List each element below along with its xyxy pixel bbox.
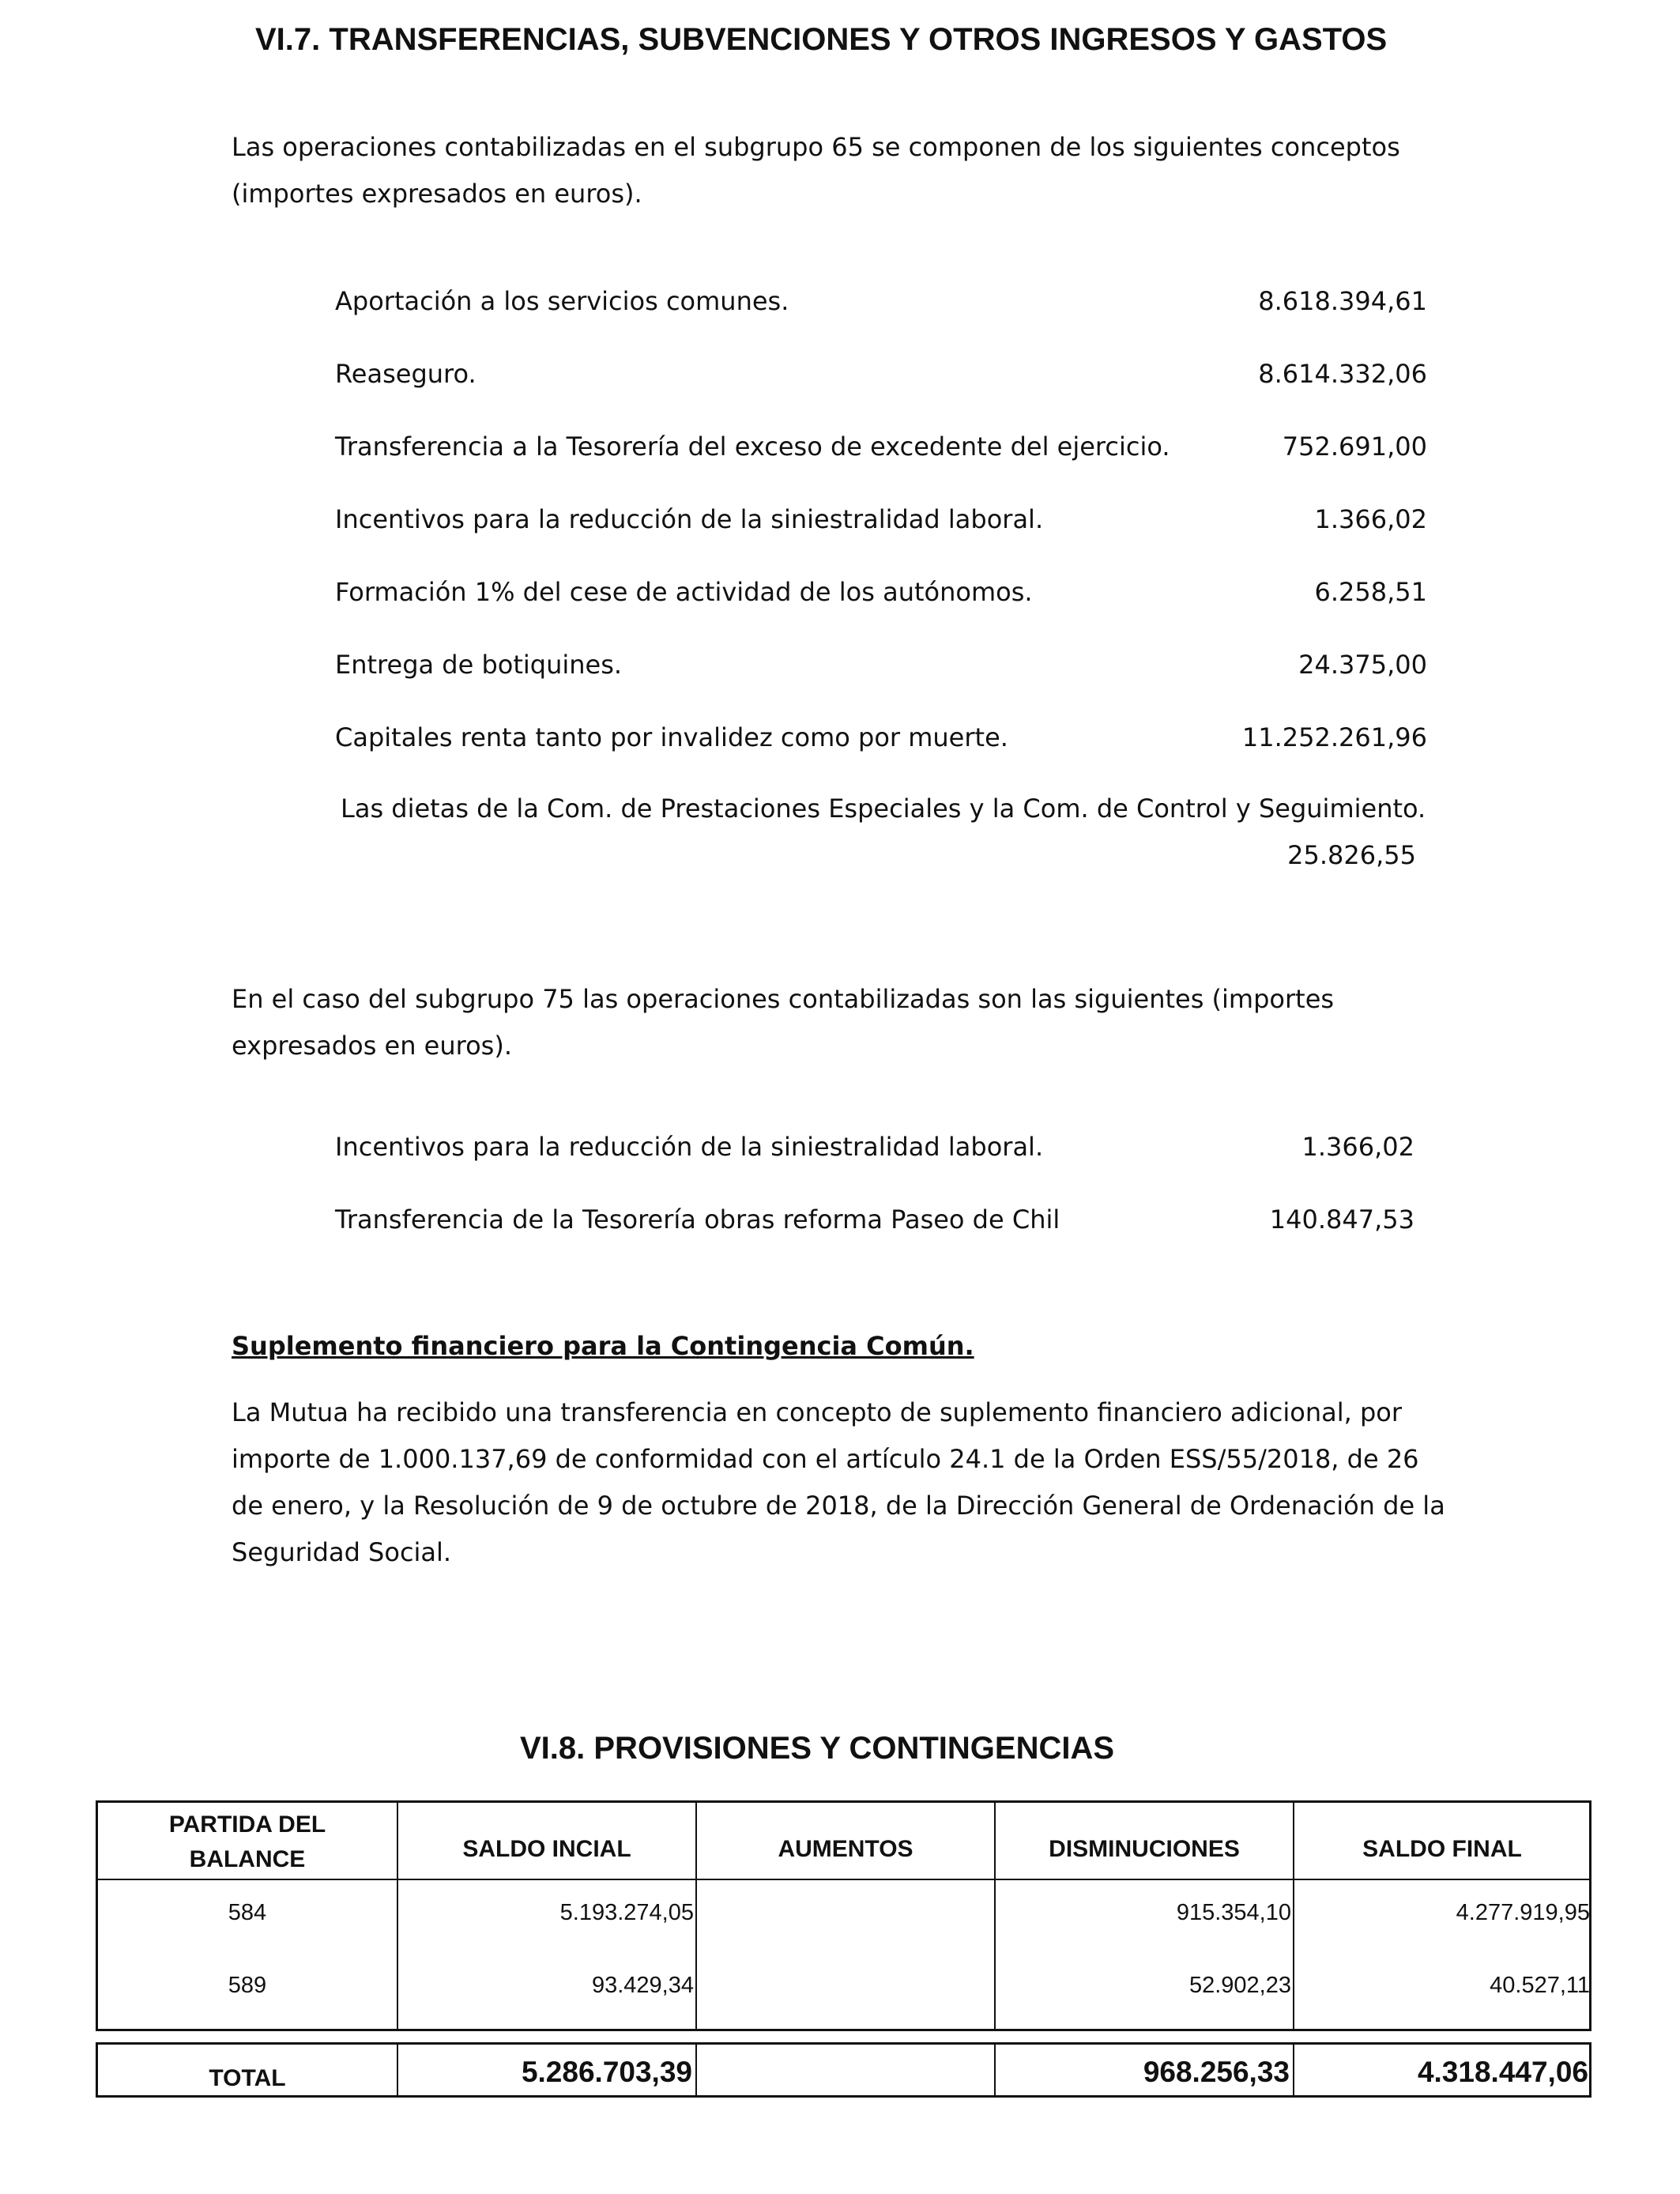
suplemento-line-1: La Mutua ha recibido una transferencia en concepto de suplemento financiero adicional, por <box>232 1397 1402 1427</box>
table-cell-partida: 589 <box>228 1973 267 1998</box>
intro-paragraph-75-line2: expresados en euros). <box>232 1031 512 1061</box>
list-item-value: 25.826,55 <box>1287 840 1416 870</box>
list-item-label: Formación 1% del cese de actividad de los autónomos. <box>335 577 1033 607</box>
header-partida-line1: PARTIDA DEL <box>168 1811 326 1838</box>
total-saldo-inicial: 5.286.703,39 <box>521 2056 692 2088</box>
list-item-value: 1.366,02 <box>1314 504 1427 534</box>
header-aumentos: AUMENTOS <box>778 1836 913 1862</box>
table-cell-disminuciones: 52.902,23 <box>1188 1973 1291 1998</box>
header-saldo-final: SALDO FINAL <box>1362 1836 1522 1862</box>
table-cell-saldo-final: 40.527,11 <box>1490 1973 1590 1998</box>
list-item-label: Incentivos para la reducción de la siniestralidad laboral. <box>335 504 1044 534</box>
list-item-value: 8.614.332,06 <box>1258 359 1427 389</box>
table-header-divider <box>98 1879 1589 1880</box>
list-item-value: 11.252.261,96 <box>1241 722 1427 752</box>
list-item-value: 752.691,00 <box>1282 432 1427 462</box>
intro-paragraph-65-line1: Las operaciones contabilizadas en el subgrupo 65 se componen de los siguientes conceptos <box>232 132 1400 162</box>
suplemento-line-2: importe de 1.000.137,69 de conformidad con el artículo 24.1 de la Orden ESS/55/2018, de 26 <box>232 1444 1419 1474</box>
intro-paragraph-65-line2: (importes expresados en euros). <box>232 179 642 209</box>
list-item-value: 140.847,53 <box>1269 1204 1414 1235</box>
list-item-label: Las dietas de la Com. de Prestaciones Especiales y la Com. de Control y Seguimiento. <box>341 794 1426 824</box>
list-item-value: 8.618.394,61 <box>1258 286 1427 316</box>
header-disminuciones: DISMINUCIONES <box>1049 1836 1240 1862</box>
section-title-vi7: VI.7. TRANSFERENCIAS, SUBVENCIONES Y OTROS INGRESOS Y GASTOS <box>255 22 1388 57</box>
table-cell-saldo-inicial: 93.429,34 <box>591 1973 694 1998</box>
suplemento-heading: Suplemento financiero para la Contingencia Común. <box>232 1331 974 1361</box>
total-row <box>96 2042 1591 2098</box>
table-cell-partida: 584 <box>228 1900 267 1925</box>
list-item-label: Reaseguro. <box>335 359 477 389</box>
suplemento-line-3: de enero, y la Resolución de 9 de octubre de 2018, de la Dirección General de Ordenación de la <box>232 1491 1445 1521</box>
list-item-label: Capitales renta tanto por invalidez como por muerte. <box>335 722 1008 752</box>
header-saldo-inicial: SALDO INCIAL <box>462 1836 631 1862</box>
header-partida <box>98 1808 397 1877</box>
total-saldo-final: 4.318.447,06 <box>1417 2056 1588 2088</box>
table-cell-saldo-final: 4.277.919,95 <box>1456 1900 1590 1925</box>
suplemento-line-4: Seguridad Social. <box>232 1537 452 1567</box>
list-item-label: Aportación a los servicios comunes. <box>335 286 789 316</box>
list-item-label: Transferencia de la Tesorería obras reforma Paseo de Chil <box>335 1204 1060 1235</box>
total-disminuciones: 968.256,33 <box>1143 2056 1290 2088</box>
table-column-divider <box>695 2045 697 2095</box>
list-item-label: Entrega de botiquines. <box>335 650 623 680</box>
provisions-table <box>96 1800 1591 2031</box>
list-item-value: 1.366,02 <box>1301 1132 1414 1162</box>
intro-paragraph-75-line1: En el caso del subgrupo 75 las operaciones contabilizadas son las siguientes (importes <box>232 984 1335 1014</box>
list-item-label: Incentivos para la reducción de la siniestralidad laboral. <box>335 1132 1044 1162</box>
list-item-value: 24.375,00 <box>1298 650 1427 680</box>
table-cell-disminuciones: 915.354,10 <box>1176 1900 1291 1925</box>
section-title-vi8: VI.8. PROVISIONES Y CONTINGENCIAS <box>520 1731 1115 1766</box>
header-partida-line2: BALANCE <box>189 1846 306 1872</box>
list-item-value: 6.258,51 <box>1314 577 1427 607</box>
table-cell-saldo-inicial: 5.193.274,05 <box>559 1900 694 1925</box>
total-label: TOTAL <box>209 2065 286 2091</box>
list-item-label: Transferencia a la Tesorería del exceso de excedente del ejercicio. <box>335 432 1170 462</box>
